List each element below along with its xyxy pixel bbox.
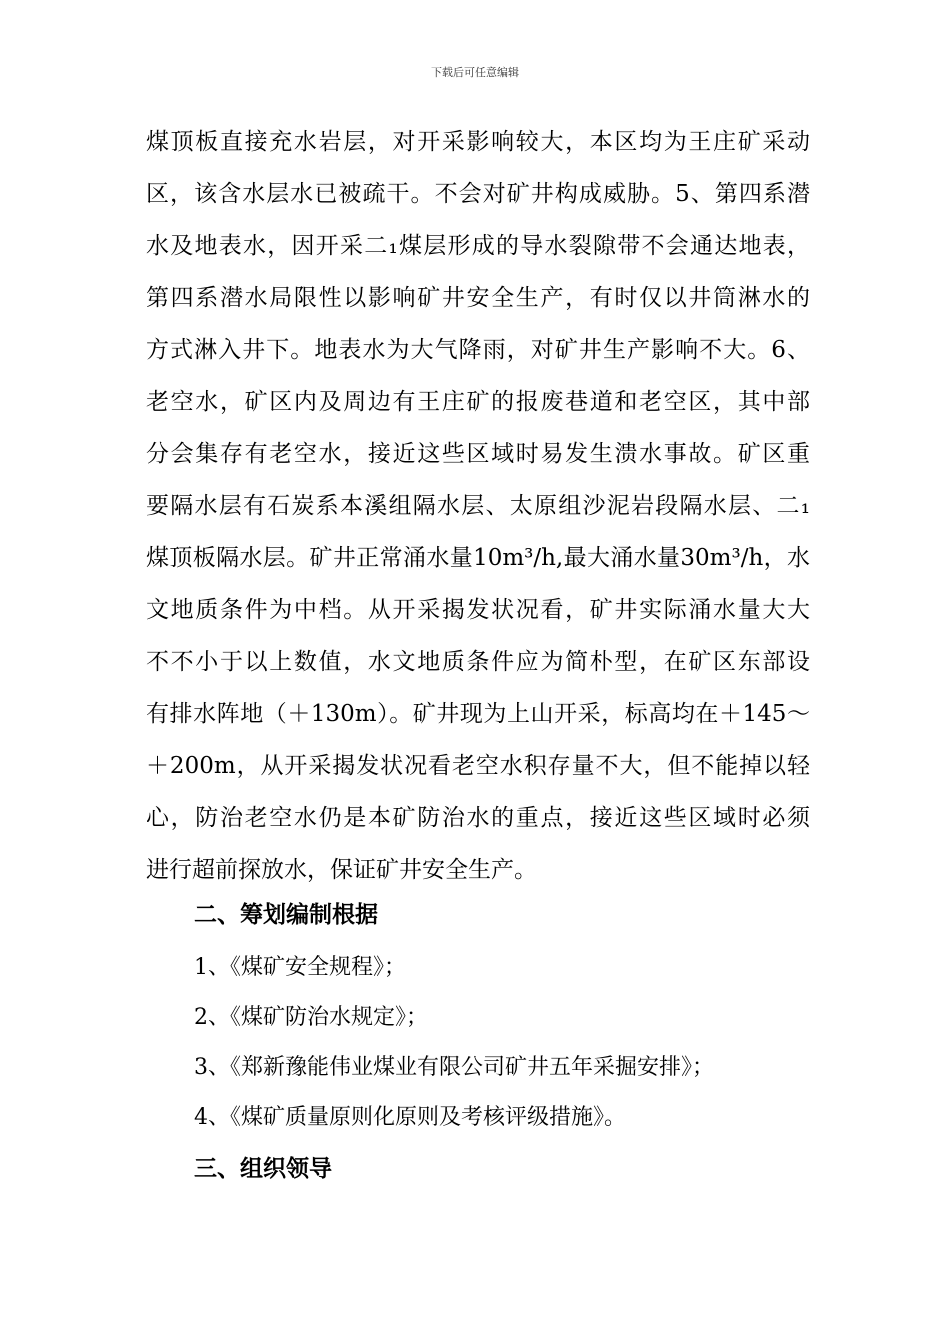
paragraph-line: 要隔水层有石炭系本溪组隔水层、太原组沙泥岩段隔水层、二₁ [146,493,810,519]
section-heading-basis: 二、筹划编制根据 [194,902,378,928]
paragraph-line: 心，防治老空水仍是本矿防治水的重点，接近这些区域时必须 [146,805,810,831]
paragraph-line: 区，该含水层水已被疏干。不会对矿井构成威胁。5、第四系潜 [146,181,810,207]
paragraph-line: 方式淋入井下。地表水为大气降雨，对矿井生产影响不大。6、 [146,337,810,363]
paragraph-line: 不不小于以上数值，水文地质条件应为简朴型，在矿区东部设 [146,649,810,675]
paragraph-line: 水及地表水，因开采二₁煤层形成的导水裂隙带不会通达地表， [146,233,810,259]
body-paragraph [146,116,810,896]
header-note: 下载后可任意编辑 [431,66,519,79]
paragraph-line: 煤顶板隔水层。矿井正常涌水量10m³/h,最大涌水量30m³/h，水 [146,545,810,571]
paragraph-line: 煤顶板直接充水岩层，对开采影响较大，本区均为王庄矿采动 [146,129,810,155]
paragraph-line: 老空水，矿区内及周边有王庄矿的报废巷道和老空区，其中部 [146,389,810,415]
basis-list-item: 2、《煤矿防治水规定》； [194,1005,428,1030]
basis-list-item: 3、《郑新豫能伟业煤业有限公司矿井五年采掘安排》； [194,1055,714,1080]
section-heading-organization: 三、组织领导 [194,1156,332,1182]
paragraph-line: ＋200m，从开采揭发状况看老空水积存量不大，但不能掉以轻 [146,753,810,779]
paragraph-line: 进行超前探放水，保证矿井安全生产。 [146,857,537,883]
paragraph-line: 分会集存有老空水，接近这些区域时易发生溃水事故。矿区重 [146,441,810,467]
paragraph-line: 有排水阵地（＋130m）。矿井现为上山开采，标高均在＋145～ [146,701,810,727]
paragraph-line: 文地质条件为中档。从开采揭发状况看，矿井实际涌水量大大 [146,597,810,623]
basis-list-item: 1、《煤矿安全规程》； [194,955,406,980]
basis-list-item: 4、《煤矿质量原则化原则及考核评级措施》。 [194,1105,626,1130]
paragraph-line: 第四系潜水局限性以影响矿井安全生产，有时仅以井筒淋水的 [146,285,810,311]
